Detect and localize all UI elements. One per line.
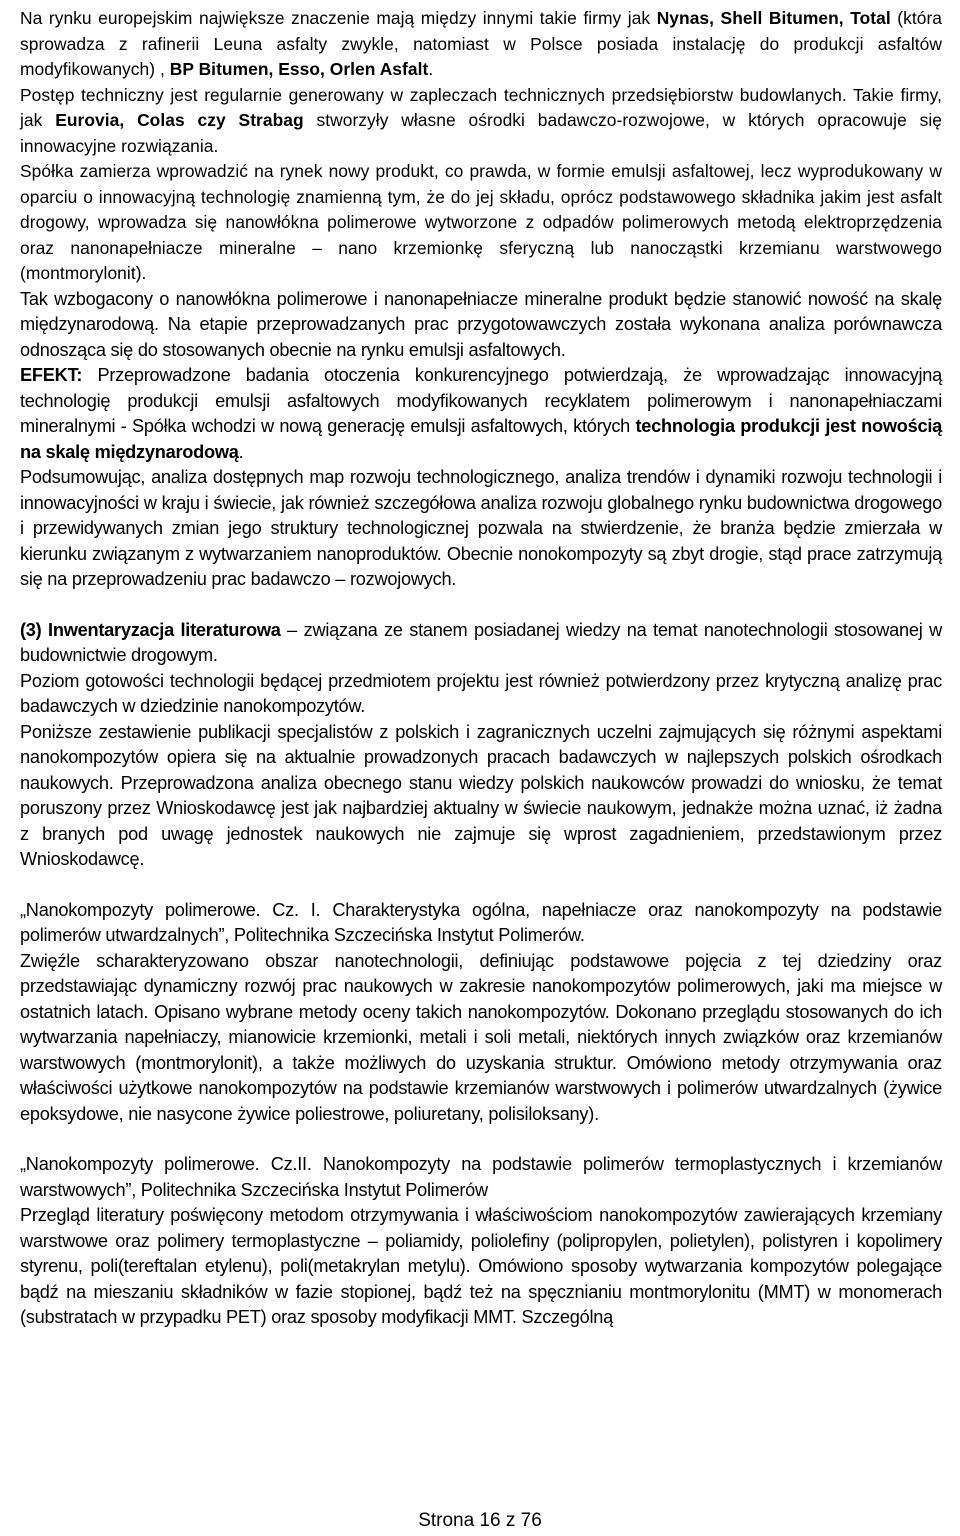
paragraph-new-product: Spółka zamierza wprowadzić na rynek nowy produkt, co prawda, w formie emulsji asfaltowej, lecz wyprodukowany w oparciu o innowacyjną technologię znamienną tym, że do jej składu, oprócz podstawowego składnika jakim jest asfalt drogowy, wprowadza się nanowłókna polimerowe wytworzone z odpadów polimerowych metodą elektroprzędzenia oraz nanonapełniacze mineralne – nano krzemionkę sferyczną lub nanocząstki krzemianu warstwowego (montmorylonit). [20, 161, 942, 283]
paragraph-readiness: Poziom gotowości technologii będącej przedmiotem projektu jest również potwierdzony przez krytyczną analizę prac badawczych w dziedzinie nanokompozytów. [20, 670, 942, 716]
text: – związana ze stanem posiadanej wiedzy na temat nanotechnologii stosowanej w budownictwie drogowym. [20, 619, 943, 665]
text: Na rynku europejskim największe znaczenie mają między innymi takie firmy jak [20, 8, 657, 28]
page-number-footer: Strona 16 z 76 [418, 1510, 542, 1531]
bold-companies: BP Bitumen, Esso, Orlen Asfalt [169, 59, 429, 79]
publication-title-1: „Nanokompozyty polimerowe. Cz. I. Charakterystyka ogólna, napełniacze oraz nanokompozyty na podstawie polimerów utwardzalnych”, Politechnika Szczecińska Instytut Polimerów. [20, 899, 942, 945]
text: (która sprowadza z rafinerii Leuna asfalty zwykle, natomiast w Polsce posiada instalację do produkcji asfaltów modyfikowanych) , [20, 8, 943, 79]
effect-label: EFEKT: [20, 365, 83, 385]
text: Postęp techniczny jest regularnie generowany w zapleczach technicznych przedsiębiorstw budowlanych. Takie firmy, jak [20, 84, 942, 130]
paragraph-publications: Poniższe zestawienie publikacji specjalistów z polskich i zagranicznych uczelni zajmujących się różnymi aspektami nanokompozytów opiera się na aktualnie prowadzonych pracach badawczych w najlepszych polskich ośrodkach naukowych. Przeprowadzona analiza obecnego stanu wiedzy polskich naukowców prowadzi do wniosku, że temat poruszony przez Wnioskodawcę jest jak najbardziej aktualny w świecie naukowym, jednakże można uznać, iż żadna z branych pod uwagę jednostek naukowych nie zajmuje się wprost zagadnieniem, przedstawionym przez Wnioskodawcę. [20, 721, 942, 869]
paragraph-market-companies [20, 6, 942, 83]
section-heading-literature [20, 618, 942, 669]
spacer [20, 873, 942, 898]
paragraph-technical-progress [20, 83, 942, 160]
text: Przeprowadzone badania otoczenia konkurencyjnego potwierdzają, że wprowadzając innowacyjną technologię produkcji emulsji asfaltowych modyfikowanych recyklatem polimerowym i nanonapełniaczami mineralnymi - Spółka wchodzi w nową generację emulsji asfaltowych, których [20, 365, 942, 436]
spacer [20, 1127, 942, 1152]
text: stworzyły własne ośrodki badawczo-rozwojowe, w których opracowuje się innowacyjne rozwiązania. [20, 110, 943, 156]
analysis-section [20, 287, 942, 1331]
paragraph-enriched-product: Tak wzbogacony o nanowłókna polimerowe i nanonapełniacze mineralne produkt będzie stanowić nowość na skalę międzynarodową. Na etapie przeprowadzanych prac przygotowawczych została wykonana analiza porównawcza odnosząca się do stosowanych obecnie na rynku emulsji asfaltowych. [20, 288, 942, 360]
bold-highlight: technologia produkcji jest nowością na skalę międzynarodową [20, 416, 942, 462]
heading-label: (3) Inwentaryzacja literaturowa [20, 619, 281, 640]
bold-companies: Nynas, Shell Bitumen, Total [656, 8, 891, 28]
paragraph-effect [20, 363, 942, 465]
text: . [238, 441, 244, 462]
bold-companies: Eurovia, Colas czy Strabag [55, 110, 304, 130]
publication-description-2: Przegląd literatury poświęcony metodom otrzymywania i właściwościom nanokompozytów zawierających krzemiany warstwowe oraz polimery termoplastyczne – poliamidy, poliolefiny (polipropylen, polietylen), polistyren i kopolimery styrenu, poli(tereftalan etylenu), poli(metakrylan metylu). Omówiono sposoby wytwarzania kompozytów polegające bądź na mieszaniu składników w fazie stopionej, bądź też na spęcznianiu montmorylonitu (MMT) w monomerach (substratach w przypadku PET) oraz sposoby modyfikacji MMT. Szczególną [20, 1205, 942, 1327]
market-section [20, 6, 942, 287]
spacer [20, 593, 942, 618]
publication-description-1: Zwięźle scharakteryzowano obszar nanotechnologii, definiując podstawowe pojęcia z tej dziedziny oraz przedstawiając dynamiczny rozwój prac naukowych w zakresie nanokompozytów polimerowych, jaki ma miejsce w ostatnich latach. Opisano wybrane metody oceny takich nanokompozytów. Dokonano przeglądu stosowanych do ich wytwarzania napełniaczy, mianowicie krzemionki, metali i soli metali, niektórych innych związków oraz krzemianów warstwowych (montmorylonit), a także możliwych do uzyskania struktur. Omówiono metody otrzymywania oraz właściwości użytkowe nanokompozytów na podstawie krzemianów warstwowych i polimerów utwardzalnych (żywice epoksydowe, nie nasycone żywice poliestrowe, poliuretany, polisiloksany). [20, 950, 942, 1124]
publication-title-2: „Nanokompozyty polimerowe. Cz.II. Nanokompozyty na podstawie polimerów termoplastycznych i krzemianów warstwowych”, Politechnika Szczecińska Instytut Polimerów [20, 1154, 942, 1200]
document-body [20, 6, 942, 1331]
text: . [428, 59, 434, 79]
paragraph-summary: Podsumowując, analiza dostępnych map rozwoju technologicznego, analiza trendów i dynamiki rozwoju technologii i innowacyjności w kraju i świecie, jak również szczegółowa analiza rozwoju globalnego rynku budownictwa drogowego i przewidywanych zmian jego struktury technologicznej pozwala na stwierdzenie, że branża będzie zmierzała w kierunku związanym z wytwarzaniem nanoproduktów. Obecnie nonokompozyty są zbyt drogie, stąd prace zatrzymują się na przeprowadzeniu prac badawczo – rozwojowych. [20, 467, 942, 589]
